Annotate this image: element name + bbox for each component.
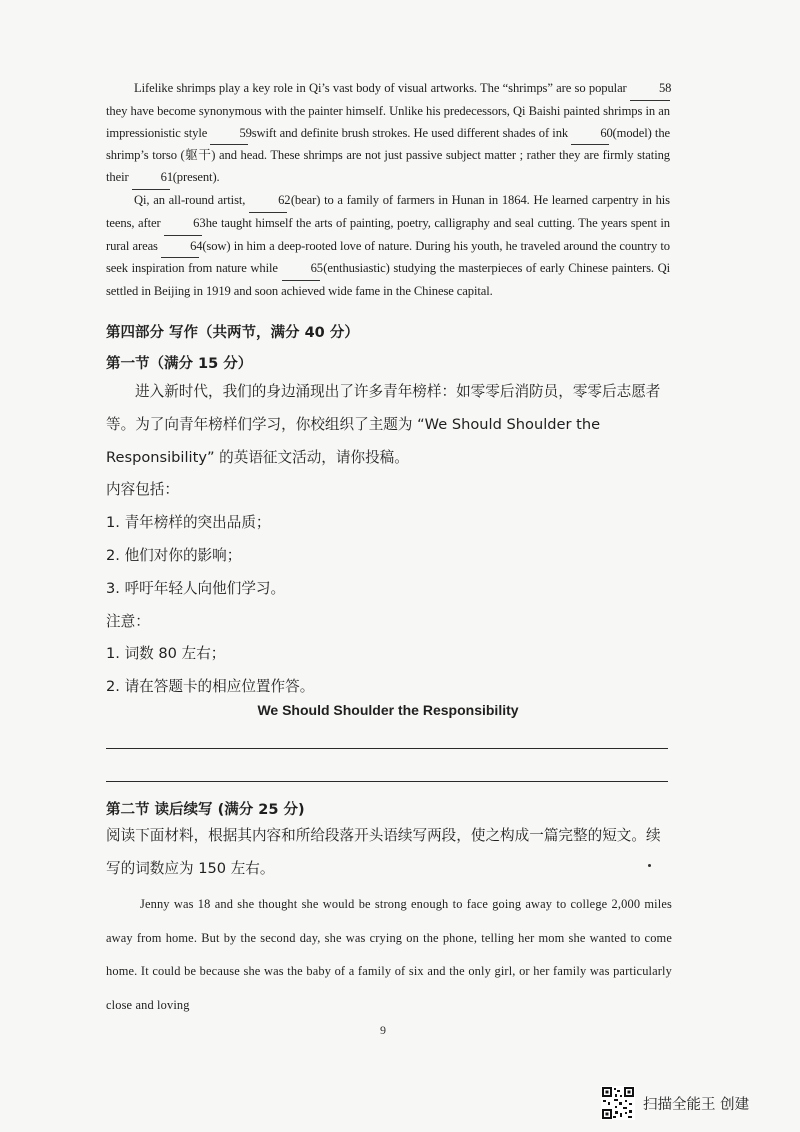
scanner-watermark xyxy=(601,1086,749,1120)
story-paragraph: Jenny was 18 and she thought she would be strong enough to face going away to college 2,000 miles away from home. But by the second day, she was crying on the phone, telling her mom she wanted to come home. It could be because she was the baby of a family of six and the only girl, or her family was particularly close and loving xyxy=(106,897,672,1012)
qr-code-icon xyxy=(601,1086,635,1120)
content-item: 2. 他们对你的影响； xyxy=(106,546,242,564)
part4-heading: 第四部分 写作（共两节，满分 40 分） xyxy=(106,325,359,341)
blank-63: 63 xyxy=(164,213,202,236)
notes-item: 1. 词数 80 左右； xyxy=(106,645,226,663)
blank-61: 61 xyxy=(132,167,170,190)
blank-59: 59 xyxy=(210,123,248,146)
blank-62: 62 xyxy=(249,190,287,213)
content-item: 1. 青年榜样的突出品质； xyxy=(106,514,271,532)
answer-line xyxy=(106,748,668,749)
grammar-passage xyxy=(106,78,670,303)
blank-64: 64 xyxy=(161,236,199,259)
essay-title: We Should Shoulder the Responsibility xyxy=(257,702,519,718)
blank-58: 58 xyxy=(630,78,670,101)
watermark-text: 扫描全能王 创建 xyxy=(643,1096,750,1113)
section1-prompt: 进入新时代，我们的身边涌现出了许多青年榜样：如零零后消防员，零零后志愿者等。为了向青年榜样们学习，你校组织了主题为 “We Should Shoulder the Responsibility” 的英语征文活动，请你投稿。 xyxy=(106,383,661,466)
passage-paragraph-1: Lifelike shrimps play a key role in Qi’s vast body of visual artworks. The “shrimps” are so popular 58 they have become synonymous with the painter himself. Unlike his predecessors, Qi Baishi painted shrimps in an impressionistic style 59 swift and definite brush strokes. He used different shades of ink 60 (model) the shrimp’s torso (躯干) and head. These shrimps are not just passive subject matter ; rather they are firmly stating their 61 (present). xyxy=(106,78,670,190)
scan-speck xyxy=(648,864,651,867)
page-number: 9 xyxy=(380,1023,386,1037)
blank-65: 65 xyxy=(282,258,320,281)
notes-item: 2. 请在答题卡的相应位置作答。 xyxy=(106,678,315,696)
section1-heading: 第一节（满分 15 分） xyxy=(106,356,253,372)
section2-heading: 第二节 读后续写 (满分 25 分) xyxy=(106,802,305,818)
content-label: 内容包括： xyxy=(106,481,179,499)
section1-prompt-block xyxy=(106,376,676,704)
answer-line xyxy=(106,781,668,782)
content-item: 3. 呼吁年轻人向他们学习。 xyxy=(106,579,286,597)
continuation-story xyxy=(106,888,672,1022)
section2-instructions: 阅读下面材料，根据其内容和所给段落开头语续写两段，使之构成一篇完整的短文。续写的词数应为 150 左右。 xyxy=(106,827,661,877)
notes-label: 注意： xyxy=(106,612,150,630)
passage-paragraph-2: Qi, an all-round artist, 62 (bear) to a family of farmers in Hunan in 1864. He learned carpentry in his teens, after 63 he taught himself the arts of painting, poetry, calligraphy and seal cutting. The years spent in rural areas 64 (sow) in him a deep-rooted love of nature. During his youth, he traveled around the country to seek inspiration from nature while 65 (enthusiastic) studying the masterpieces of early Chinese painters. Qi settled in Beijing in 1919 and soon achieved wide fame in the Chinese capital. xyxy=(106,190,670,303)
blank-60: 60 xyxy=(571,123,609,146)
